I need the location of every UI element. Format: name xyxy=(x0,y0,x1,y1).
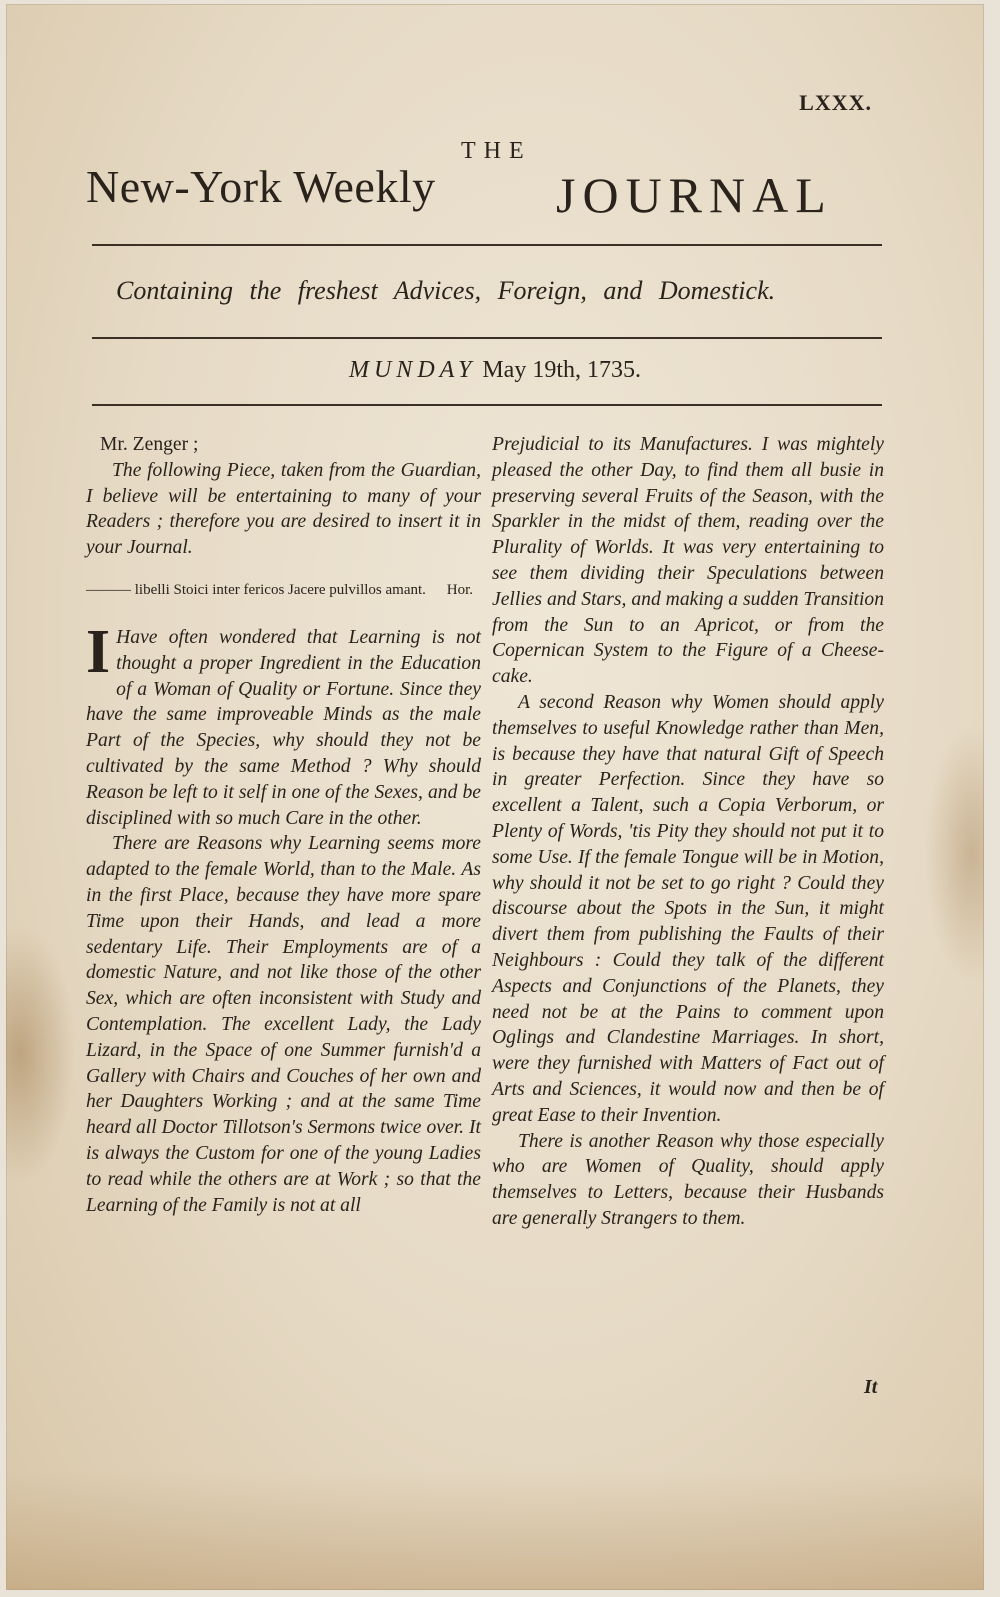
subtitle: Containing the freshest Advices, Foreign, and Domestick. xyxy=(116,276,776,305)
salutation: Mr. Zenger ; xyxy=(100,434,199,455)
masthead xyxy=(86,160,886,223)
dateline-date: May 19th, 1735. xyxy=(482,357,642,383)
motto-text: ——— libelli Stoici inter fericos Jacere pulvillos amant. xyxy=(86,581,426,598)
essay-paragraph-4: A second Reason why Women should apply themselves to useful Knowledge rather than Men, is because they have that natural Gift of Speech in greater Perfection. Since they have so excellent a Talent, such a Copia Verborum, or Plenty of Words, 'tis Pity they should not put it to some Use. If the female Tongue will be in Motion, why should it not be set to go right ? Could they discourse about the Spots in the Sun, it might divert them from publishing the Faults of their Neighbours : Could they talk of the different Aspects and Conjunctions of the Planets, they need not be at the Pains to comment upon Oglings and Clandestine Marriages. In short, were they furnished with Matters of Fact out of Arts and Sciences, it would now and then be of great Ease to their Invention. xyxy=(492,691,884,1126)
essay-paragraph-5: There is another Reason why those especially who are Women of Quality, should apply themselves to Letters, because their Husbands are generally Strangers to them. xyxy=(492,1130,884,1229)
masthead-journal: JOURNAL xyxy=(556,167,833,223)
masthead-name: New-York Weekly xyxy=(86,161,436,212)
water-stain-bottom xyxy=(6,1470,984,1590)
essay-paragraph-1 xyxy=(86,617,481,831)
water-stain-right xyxy=(924,724,984,984)
essay-paragraph-2: There are Reasons why Learning seems more adapted to the female World, than to the Male. As in the first Place, because they have more spare Time upon their Hands, and lead a more sedentary Life. Their Employments are of a domestic Nature, and not like those of the other Sex, which are often inconsistent with Study and Contemplation. The excellent Lady, the Lady Lizard, in the Space of one Summer furnish'd a Gallery with Chairs and Couches of her own and her Daughters Working ; and at the same Time heard all Doctor Tillotson's Sermons twice over. It is always the Custom for one of the young Ladies to read while the others are at Work ; so that the Learning of the Family is not at all xyxy=(86,833,481,1216)
left-column xyxy=(86,432,481,1218)
intro-paragraph: The following Piece, taken from the Guardian, I believe will be entertaining to many of your Readers ; therefore you are desired to insert it in your Journal. xyxy=(86,459,481,559)
latin-motto xyxy=(86,581,481,599)
dateline-day: MUNDAY xyxy=(348,357,477,383)
rule-under-subtitle xyxy=(92,337,882,339)
essay-paragraph-3: Prejudicial to its Manufactures. I was mightely pleased the other Day, to find them all busie in preserving several Fruits of the Season, with the Sparkler in the midst of them, reading over the Plurality of Worlds. It was very entertaining to see them dividing their Speculations between Jellies and Stars, and making a sudden Transition from the Sun to an Apricot, or from the Copernican System to the Figure of a Cheese-cake. xyxy=(492,434,884,688)
motto-source: Hor. xyxy=(446,581,473,598)
rule-under-dateline xyxy=(92,404,882,406)
dateline xyxy=(6,357,984,384)
rule-under-masthead xyxy=(92,244,882,246)
masthead-the: THE xyxy=(461,138,532,164)
water-stain-left xyxy=(6,924,76,1184)
essay-paragraph-1-text: Have often wondered that Learning is not thought a proper Ingredient in the Education of a Woman of Quality or Fortune. Since they have the same improveable Minds as the male Part of the Species, why should they not be cultivated by the same Method ? Why should Reason be left to it self in one of the Sexes, and be disciplined with so much Care in the other. xyxy=(86,626,481,829)
drop-cap: I xyxy=(86,617,111,686)
newspaper-page xyxy=(6,4,984,1590)
right-column xyxy=(492,432,884,1232)
issue-number: LXXX. xyxy=(799,90,872,115)
catchword: It xyxy=(864,1376,878,1398)
